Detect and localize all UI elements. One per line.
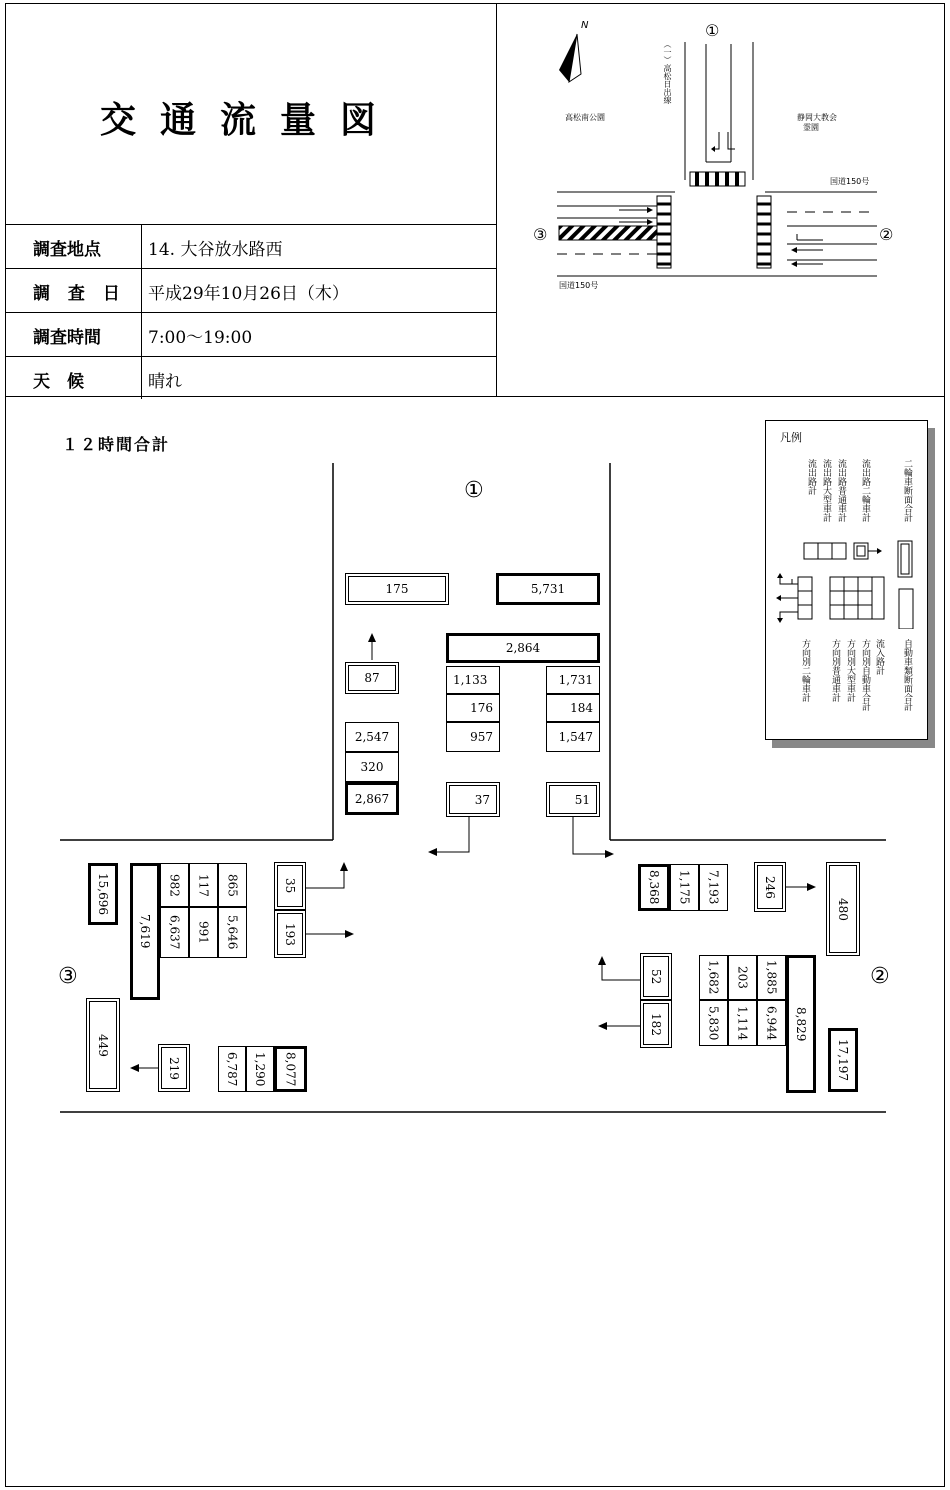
legend-top-label: 二輪車断面合計 — [902, 459, 912, 522]
east-bike-up: 52 — [640, 953, 672, 1000]
legend-symbols — [766, 539, 929, 629]
legend-title: 凡例 — [780, 431, 802, 444]
west-inflow-total: 8,077 — [274, 1046, 307, 1092]
legend-bottom-label: 自動車類断面合計 — [902, 639, 912, 711]
map-approach-1: ① — [705, 21, 720, 40]
info-value: 平成29年10月26日（木） — [148, 284, 349, 304]
north-mid-col-2: 957 — [446, 722, 500, 752]
legend-bottom-label: 方向別普通車計 — [830, 639, 840, 702]
map-approach-2: ② — [879, 225, 894, 244]
legend-bottom-label: 方向別自動車合計 — [860, 639, 870, 711]
west-grid-top-1: 117 — [189, 863, 218, 907]
east-grid-top-1: 203 — [728, 955, 757, 1000]
west-outflow-total: 7,619 — [130, 863, 160, 1000]
north-right-col-2: 1,547 — [546, 722, 600, 752]
north-cross-section-auto: 5,731 — [496, 573, 600, 605]
legend-top-label: 流出路計 — [806, 459, 816, 495]
west-bike-up: 35 — [274, 862, 306, 910]
info-label: 調査地点 — [33, 240, 101, 260]
info-label: 天 候 — [33, 372, 84, 392]
east-grid-top-2: 1,885 — [757, 955, 786, 1000]
north-left-col-0: 1,133 — [446, 666, 500, 694]
map-route-left: 国道150号 — [559, 281, 599, 290]
west-grid-top-0: 982 — [160, 863, 189, 907]
info-value: 7:00〜19:00 — [148, 328, 253, 348]
east-inflow-total: 8,829 — [786, 955, 816, 1093]
east-bike-right: 246 — [754, 862, 786, 912]
west-grid-bottom-2: 5,646 — [218, 907, 247, 958]
approach-2-label: ② — [870, 964, 890, 989]
east-outflow-normal: 7,193 — [699, 864, 728, 911]
info-value: 晴れ — [148, 372, 182, 392]
map-road-north-label: （一）高松日出線 — [663, 40, 672, 104]
west-bike-right: 193 — [274, 910, 306, 958]
east-bike-left: 182 — [640, 1000, 672, 1048]
map-approach-3: ③ — [533, 225, 548, 244]
west-grid-bottom-0: 6,637 — [160, 907, 189, 958]
legend-top-label: 流出路普通車計 — [836, 459, 846, 522]
north-leftturn-total: 2,867 — [345, 782, 399, 815]
legend — [765, 420, 928, 740]
approach-3-label: ③ — [58, 964, 78, 989]
east-grid-top-0: 1,682 — [699, 955, 728, 1000]
approach-1-label: ① — [464, 478, 484, 503]
map-cemetery-line: 霊園 — [803, 123, 819, 132]
north-mid-col-1: 176 — [446, 694, 500, 722]
info-value: 14. 大谷放水路西 — [148, 240, 283, 260]
legend-bottom-label: 流入路計 — [874, 639, 884, 675]
east-outflow-total: 8,368 — [638, 864, 670, 911]
west-grid-bottom-1: 991 — [189, 907, 218, 958]
map-cemetery-line: 静岡大教会 — [797, 113, 837, 122]
info-label: 調査時間 — [33, 328, 101, 348]
north-label: N — [581, 20, 589, 31]
east-cross-section-auto: 17,197 — [828, 1028, 858, 1092]
legend-bottom-label: 方向別二輪車計 — [800, 639, 810, 702]
west-cross-section-auto: 15,696 — [88, 863, 118, 925]
west-inflow-auto: 6,787 — [218, 1046, 246, 1092]
legend-top-label: 流出路大型車計 — [821, 459, 831, 522]
diagram-subtitle: １２時間合計 — [62, 435, 171, 454]
north-right-col-0: 1,731 — [546, 666, 600, 694]
info-label: 調 査 日 — [33, 284, 126, 304]
north-outflow-total: 175 — [345, 573, 449, 605]
north-bike-left: 87 — [345, 662, 399, 694]
west-inflow-large: 1,290 — [246, 1046, 274, 1092]
map-route-right: 国道150号 — [830, 177, 870, 186]
legend-bottom-label: 方向別大型車計 — [845, 639, 855, 702]
page-title: 交通流量図 — [100, 100, 401, 141]
west-grid-top-2: 865 — [218, 863, 247, 907]
north-inflow-total: 2,864 — [446, 633, 600, 663]
east-grid-bottom-0: 5,830 — [699, 1000, 728, 1046]
north-leftturn-auto: 2,547 — [345, 722, 399, 752]
legend-top-label: 流出路二輪車計 — [860, 459, 870, 522]
west-bike-left: 219 — [158, 1044, 190, 1092]
map-park-label: 高松南公園 — [565, 113, 605, 122]
north-right-col-1: 184 — [546, 694, 600, 722]
east-grid-bottom-1: 1,114 — [728, 1000, 757, 1046]
east-outflow-large: 1,175 — [670, 864, 699, 911]
east-grid-bottom-2: 6,944 — [757, 1000, 786, 1046]
north-bike-mid: 37 — [446, 782, 500, 817]
east-cross-section-bike: 480 — [826, 862, 860, 956]
north-leftturn-large: 320 — [345, 752, 399, 782]
west-cross-section-bike: 449 — [86, 998, 120, 1092]
north-bike-right: 51 — [546, 782, 600, 817]
